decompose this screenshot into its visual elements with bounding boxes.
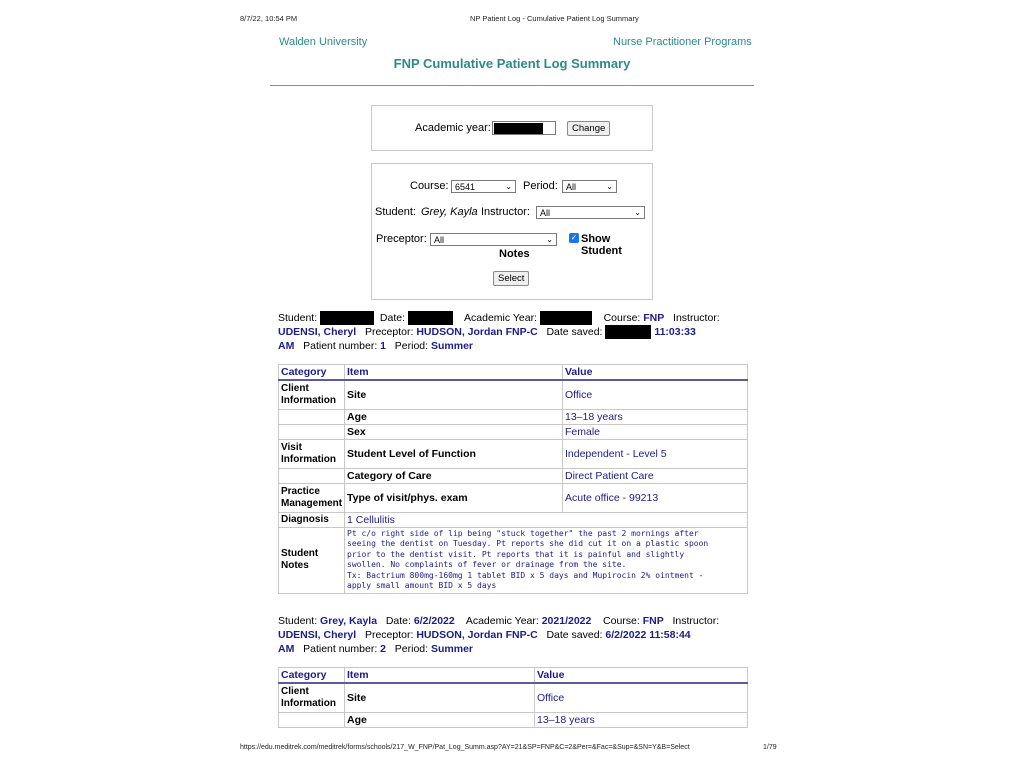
- period-label: Period:: [394, 340, 429, 353]
- period-select[interactable]: [562, 180, 617, 193]
- course-label: Course:: [603, 615, 640, 627]
- value-cell: Female: [563, 424, 748, 439]
- category-header: Category: [279, 365, 345, 381]
- academic-year-label: Academic Year:: [464, 312, 537, 324]
- table-row: [279, 527, 748, 593]
- chevron-down-icon: ⌄: [546, 235, 553, 244]
- student-value: Grey, Kayla: [320, 615, 378, 627]
- patient-number-label: Patient number:: [303, 340, 378, 353]
- date-saved-label: Date saved:: [546, 326, 603, 339]
- course-value: FNP: [642, 615, 664, 627]
- table-row: [279, 712, 748, 727]
- category-cell: [279, 712, 345, 727]
- date-saved-label: Date saved:: [546, 629, 603, 641]
- item-cell: Age: [345, 409, 563, 424]
- preceptor-select[interactable]: [430, 233, 557, 246]
- course-select[interactable]: [451, 180, 516, 193]
- period-value: Summer: [430, 340, 473, 353]
- table-row: [279, 380, 748, 409]
- item-cell: Category of Care: [345, 468, 563, 483]
- table-row: [279, 683, 748, 712]
- course-value: FNP: [643, 312, 665, 324]
- value-cell: 13–18 years: [563, 409, 748, 424]
- value-cell: 13–18 years: [535, 712, 748, 727]
- instructor-value: All: [540, 207, 551, 218]
- category-cell: Diagnosis: [279, 512, 345, 527]
- item-cell: Type of visit/phys. exam: [345, 483, 563, 512]
- item-cell: Age: [345, 712, 535, 727]
- academic-year-value: 2021/2022: [541, 615, 592, 627]
- preceptor-label: Preceptor:: [364, 629, 414, 641]
- category-cell: Client Information: [279, 380, 345, 409]
- item-cell: Student Level of Function: [345, 439, 563, 468]
- item-header: Item: [345, 365, 563, 381]
- redaction: [408, 311, 453, 325]
- table-row: [279, 409, 748, 424]
- table-row: [279, 483, 748, 512]
- preceptor-label: Preceptor:: [364, 326, 414, 339]
- show-notes-checkbox[interactable]: ✓: [570, 233, 578, 242]
- university-name: Walden University: [279, 36, 368, 48]
- value-cell: Acute office - 99213: [563, 483, 748, 512]
- period-value: All: [566, 181, 577, 192]
- item-cell: Site: [345, 683, 535, 712]
- program-name: Nurse Practitioner Programs: [613, 36, 752, 48]
- instructor-label: Instructor:: [481, 206, 530, 218]
- item-cell: Site: [345, 380, 563, 409]
- instructor-select[interactable]: [536, 206, 645, 219]
- patient-log-table-1: [278, 364, 748, 594]
- student-label: Student:: [375, 206, 416, 218]
- redaction: [605, 325, 651, 339]
- chevron-down-icon: ⌄: [606, 182, 613, 191]
- chevron-down-icon: ⌄: [634, 208, 641, 217]
- date-label: Date:: [379, 312, 405, 324]
- change-button[interactable]: Change: [567, 121, 610, 136]
- preceptor-value: All: [434, 234, 445, 245]
- category-cell: Student Notes: [279, 527, 345, 593]
- category-cell: [279, 468, 345, 483]
- preceptor-value: HUDSON, Jordan FNP-C: [416, 326, 538, 339]
- academic-year-panel: [371, 105, 653, 151]
- table-header-row: [279, 668, 748, 684]
- page-title: FNP Cumulative Patient Log Summary: [393, 56, 631, 71]
- instructor-value: UDENSI, Cheryl: [278, 629, 357, 641]
- category-cell: Practice Management: [279, 483, 345, 512]
- print-page-title: NP Patient Log - Cumulative Patient Log Summary: [470, 14, 639, 23]
- category-cell: Visit Information: [279, 439, 345, 468]
- entry-2-info: [278, 614, 748, 656]
- value-cell: Independent - Level 5: [563, 439, 748, 468]
- student-label: Student:: [278, 312, 318, 324]
- filter-panel: [371, 163, 653, 300]
- instructor-value: UDENSI, Cheryl: [278, 326, 357, 339]
- date-saved-value: 6/2/2022 11:58:44: [605, 629, 691, 641]
- date-saved-ampm: AM: [278, 643, 295, 655]
- print-page-number: 1/79: [763, 744, 777, 751]
- course-label: Course:: [410, 180, 449, 192]
- entry-1-info: [278, 311, 748, 353]
- student-notes-cell: Pt c/o right side of lip being "stuck together" the past 2 mornings after seeing the dentist on Tuesday. Pt reports she did cut it on a plastic spoon prior to the dentist visit. Pt reports that it is painful and slightly swollen. No complaints of fever or drainage from the site. Tx: Bactrium 800mg-160mg 1 tablet BID x 5 days and Mupirocin 2% ointment - apply small amount BID x 5 days: [345, 527, 748, 593]
- date-saved-time: 11:03:33: [654, 326, 696, 339]
- show-notes-label: Show Student: [581, 233, 622, 257]
- category-header: Category: [279, 668, 345, 684]
- redaction: [540, 311, 592, 325]
- patient-log-table-2: [278, 667, 748, 728]
- print-url: https://edu.meditrek.com/meditrek/forms/schools/217_W_FNP/Pat_Log_Summ.asp?AY=21&SP=FNP&C=2&Per=&Fac=&Sup=&SN=Y&B=Select: [240, 744, 690, 751]
- date-value: 6/2/2022: [413, 615, 455, 627]
- preceptor-label: Preceptor:: [376, 233, 427, 245]
- period-label: Period:: [523, 180, 558, 192]
- table-row: [279, 512, 748, 527]
- student-label: Student:: [278, 615, 318, 627]
- item-cell: Sex: [345, 424, 563, 439]
- redaction: [320, 311, 374, 325]
- value-cell: Office: [535, 683, 748, 712]
- header-divider: [270, 85, 754, 86]
- value-header: Value: [535, 668, 748, 684]
- academic-year-label: Academic year:: [415, 122, 491, 134]
- category-cell: Client Information: [279, 683, 345, 712]
- instructor-label: Instructor:: [672, 615, 720, 627]
- course-label: Course:: [603, 312, 641, 324]
- redaction: [494, 123, 543, 134]
- instructor-label: Instructor:: [673, 312, 720, 324]
- date-saved-ampm: AM: [278, 340, 295, 353]
- table-row: [279, 424, 748, 439]
- table-header-row: [279, 365, 748, 381]
- category-cell: [279, 409, 345, 424]
- show-notes-label-2: Notes: [499, 248, 530, 260]
- print-datetime: 8/7/22, 10:54 PM: [240, 14, 298, 23]
- value-cell: Office: [563, 380, 748, 409]
- date-label: Date:: [385, 615, 411, 627]
- table-row: [279, 468, 748, 483]
- chevron-down-icon: ⌄: [505, 182, 512, 191]
- patient-number-value: 2: [380, 643, 387, 655]
- category-cell: [279, 424, 345, 439]
- preceptor-value: HUDSON, Jordan FNP-C: [416, 629, 538, 641]
- academic-year-label: Academic Year:: [465, 615, 539, 627]
- patient-number-label: Patient number:: [303, 643, 378, 655]
- diagnosis-cell: 1 Cellulitis: [345, 512, 748, 527]
- period-value: Summer: [430, 643, 473, 655]
- academic-year-select[interactable]: [492, 121, 556, 135]
- value-cell: Direct Patient Care: [563, 468, 748, 483]
- student-value: Grey, Kayla: [421, 206, 478, 218]
- item-header: Item: [345, 668, 535, 684]
- patient-number-value: 1: [380, 340, 387, 353]
- table-row: [279, 439, 748, 468]
- period-label: Period:: [394, 643, 429, 655]
- select-button[interactable]: Select: [493, 271, 529, 286]
- course-value: 6541: [455, 181, 476, 192]
- value-header: Value: [563, 365, 748, 381]
